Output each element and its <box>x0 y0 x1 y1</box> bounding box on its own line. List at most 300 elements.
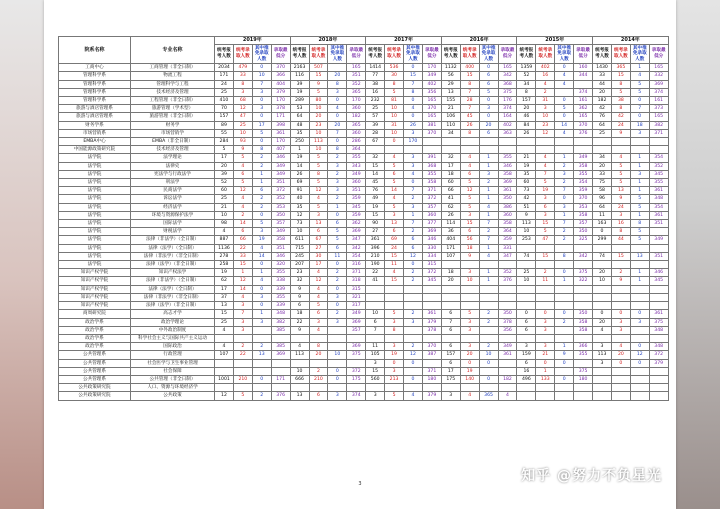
value-cell: 33 <box>593 72 612 80</box>
value-cell: 3 <box>252 228 271 236</box>
value-cell <box>574 138 593 146</box>
dept-cell: 法学院 <box>59 228 131 236</box>
table-row <box>59 367 669 375</box>
value-cell: 210 <box>233 375 252 383</box>
value-cell: 6 <box>517 359 536 367</box>
value-cell: 345 <box>422 277 441 285</box>
value-cell: 2 <box>233 343 252 351</box>
value-cell: 24 <box>385 244 404 252</box>
value-cell: 7 <box>441 318 460 326</box>
value-cell: 9 <box>290 293 309 301</box>
value-cell <box>611 244 630 252</box>
value-cell: 14 <box>233 285 252 293</box>
sub-column-header: 其中推免录取人数 <box>328 45 347 64</box>
value-cell <box>460 302 479 310</box>
value-cell: 75 <box>593 179 612 187</box>
sub-column-header: 录取最低分 <box>649 45 668 64</box>
value-cell: 4 <box>215 343 234 351</box>
value-cell: 7 <box>479 236 498 244</box>
value-cell: 25 <box>366 105 385 113</box>
value-cell: 1 <box>630 64 649 72</box>
value-cell: 355 <box>347 154 366 162</box>
value-cell: 347 <box>347 236 366 244</box>
value-cell: 5 <box>630 195 649 203</box>
value-cell: 10 <box>366 310 385 318</box>
value-cell <box>536 146 555 154</box>
value-cell: 14 <box>385 187 404 195</box>
value-cell: 1 <box>630 269 649 277</box>
value-cell: 4 <box>404 105 423 113</box>
value-cell <box>460 261 479 269</box>
value-cell <box>574 384 593 392</box>
dept-cell: 政治学系 <box>59 318 131 326</box>
value-cell: 14 <box>366 170 385 178</box>
value-cell <box>460 334 479 342</box>
value-cell: 7 <box>404 80 423 88</box>
value-cell: 8 <box>611 80 630 88</box>
value-cell: 369 <box>347 343 366 351</box>
value-cell: 2 <box>479 228 498 236</box>
value-cell: 3 <box>536 318 555 326</box>
value-cell: 157 <box>441 351 460 359</box>
value-cell: 351 <box>347 72 366 80</box>
value-cell: 374 <box>574 88 593 96</box>
value-cell: 12 <box>404 351 423 359</box>
value-cell: 114 <box>441 220 460 228</box>
value-cell: 2 <box>555 162 574 170</box>
value-cell: 8 <box>252 146 271 154</box>
value-cell <box>649 244 668 252</box>
value-cell: 4 <box>460 392 479 400</box>
value-cell: 0 <box>479 375 498 383</box>
table-row <box>59 310 669 318</box>
value-cell: 32 <box>441 154 460 162</box>
value-cell: 250 <box>290 138 309 146</box>
value-cell: 20 <box>309 113 328 121</box>
value-cell: 2 <box>252 203 271 211</box>
value-cell: 52 <box>215 179 234 187</box>
value-cell <box>479 146 498 154</box>
value-cell <box>498 285 517 293</box>
value-cell: 0 <box>630 359 649 367</box>
value-cell: 21 <box>536 351 555 359</box>
value-cell <box>555 367 574 375</box>
value-cell <box>555 293 574 301</box>
value-cell: 5 <box>385 162 404 170</box>
value-cell: 507 <box>309 64 328 72</box>
value-cell: 4 <box>233 195 252 203</box>
value-cell: 0 <box>328 302 347 310</box>
value-cell: 23 <box>290 269 309 277</box>
value-cell: 29 <box>441 80 460 88</box>
value-cell: 89 <box>215 121 234 129</box>
value-cell: 8 <box>385 326 404 334</box>
table-row <box>59 97 669 105</box>
value-cell <box>517 293 536 301</box>
value-cell: 9 <box>290 326 309 334</box>
value-cell: 15 <box>366 367 385 375</box>
value-cell: 1 <box>252 310 271 318</box>
value-cell: 359 <box>574 187 593 195</box>
value-cell: 5 <box>309 154 328 162</box>
sub-column-header: 录取最低分 <box>574 45 593 64</box>
value-cell: 371 <box>422 367 441 375</box>
value-cell: 0 <box>536 359 555 367</box>
value-cell <box>555 244 574 252</box>
value-cell: 60 <box>215 187 234 195</box>
value-cell <box>385 285 404 293</box>
value-cell: 371 <box>422 187 441 195</box>
value-cell: 0 <box>555 195 574 203</box>
value-cell: 361 <box>498 351 517 359</box>
value-cell: 410 <box>215 97 234 105</box>
value-cell: 20 <box>441 277 460 285</box>
value-cell: 76 <box>366 187 385 195</box>
table-row <box>59 179 669 187</box>
value-cell: 15 <box>536 220 555 228</box>
value-cell <box>328 326 347 334</box>
value-cell: 113 <box>593 351 612 359</box>
value-cell <box>574 334 593 342</box>
value-cell: 349 <box>422 72 441 80</box>
value-cell: 0 <box>479 64 498 72</box>
value-cell: 377 <box>422 220 441 228</box>
value-cell <box>536 244 555 252</box>
value-cell: 5 <box>309 179 328 187</box>
value-cell: 354 <box>574 179 593 187</box>
value-cell <box>271 384 290 392</box>
value-cell: 322 <box>574 277 593 285</box>
value-cell: 4 <box>233 293 252 301</box>
value-cell: 20 <box>460 351 479 359</box>
value-cell: 7 <box>630 105 649 113</box>
value-cell: 15 <box>366 162 385 170</box>
value-cell <box>649 285 668 293</box>
value-cell: 361 <box>498 187 517 195</box>
value-cell: 5 <box>309 88 328 96</box>
value-cell: 21 <box>517 154 536 162</box>
value-cell: 0 <box>517 310 536 318</box>
value-cell: 0 <box>404 261 423 269</box>
value-cell: 1 <box>630 187 649 195</box>
value-cell: 3 <box>479 105 498 113</box>
value-cell: 375 <box>574 269 593 277</box>
value-cell: 404 <box>271 80 290 88</box>
value-cell: 3 <box>555 203 574 211</box>
value-cell: 3 <box>630 170 649 178</box>
value-cell: 316 <box>347 261 366 269</box>
value-cell: 5 <box>555 105 574 113</box>
value-cell <box>649 146 668 154</box>
major-cell: 财务学 <box>131 121 215 129</box>
value-cell: 371 <box>347 269 366 277</box>
value-cell: 53 <box>290 105 309 113</box>
value-cell: 13 <box>252 351 271 359</box>
value-cell: 0 <box>252 64 271 72</box>
value-cell: 370 <box>574 195 593 203</box>
value-cell <box>649 228 668 236</box>
value-cell <box>593 261 612 269</box>
value-cell: 5 <box>611 88 630 96</box>
value-cell <box>479 334 498 342</box>
value-cell: 2034 <box>215 64 234 72</box>
dept-cell: 管理科学系 <box>59 97 131 105</box>
value-cell <box>649 293 668 301</box>
value-cell: 0 <box>555 359 574 367</box>
value-cell: 12 <box>536 129 555 137</box>
value-cell: 13 <box>630 252 649 260</box>
value-cell: 207 <box>290 261 309 269</box>
value-cell <box>233 359 252 367</box>
value-cell: 11 <box>328 252 347 260</box>
major-cell: EMBA（非全日制） <box>131 138 215 146</box>
value-cell: 0 <box>404 375 423 383</box>
value-cell: 2 <box>404 195 423 203</box>
value-cell: 8 <box>309 343 328 351</box>
table-header <box>59 37 669 64</box>
value-cell <box>649 375 668 383</box>
value-cell: 165 <box>422 97 441 105</box>
value-cell: 10 <box>290 367 309 375</box>
value-cell: 12 <box>233 105 252 113</box>
major-cell: 经济法学 <box>131 203 215 211</box>
value-cell <box>366 146 385 154</box>
value-cell <box>611 138 630 146</box>
value-cell <box>593 302 612 310</box>
major-cell: 法律（法学）（全日制） <box>131 285 215 293</box>
value-cell: 11 <box>366 343 385 351</box>
value-cell: 4 <box>555 72 574 80</box>
value-cell: 3 <box>404 154 423 162</box>
value-cell: 5 <box>328 236 347 244</box>
value-cell: 4 <box>611 154 630 162</box>
value-cell: 6 <box>460 228 479 236</box>
value-cell: 15 <box>611 72 630 80</box>
sub-column-header: 录取最低分 <box>422 45 441 64</box>
value-cell <box>611 334 630 342</box>
value-cell: 12 <box>233 187 252 195</box>
value-cell: 1 <box>479 269 498 277</box>
value-cell: 5 <box>252 129 271 137</box>
value-cell: 106 <box>441 113 460 121</box>
value-cell: 5 <box>460 310 479 318</box>
value-cell: 2 <box>479 179 498 187</box>
value-cell <box>630 244 649 252</box>
value-cell: 19 <box>536 187 555 195</box>
value-cell: 372 <box>347 367 366 375</box>
value-cell: 0 <box>252 375 271 383</box>
table-row <box>59 351 669 359</box>
value-cell: 349 <box>347 170 366 178</box>
value-cell: 339 <box>271 285 290 293</box>
value-cell: 370 <box>574 121 593 129</box>
value-cell: 5 <box>536 228 555 236</box>
value-cell: 26 <box>404 121 423 129</box>
value-cell: 15 <box>366 211 385 219</box>
value-cell <box>611 302 630 310</box>
value-cell: 1 <box>479 187 498 195</box>
value-cell: 11 <box>385 261 404 269</box>
value-cell: 5 <box>611 162 630 170</box>
value-cell: 3 <box>404 203 423 211</box>
value-cell: 3 <box>366 359 385 367</box>
value-cell: 28 <box>366 129 385 137</box>
value-cell: 10 <box>385 113 404 121</box>
value-cell: 365 <box>347 121 366 129</box>
value-cell: 3 <box>328 187 347 195</box>
value-cell <box>215 359 234 367</box>
value-cell: 56 <box>460 236 479 244</box>
value-cell <box>422 146 441 154</box>
value-cell <box>309 334 328 342</box>
value-cell: 357 <box>271 220 290 228</box>
value-cell: 19 <box>385 351 404 359</box>
value-cell <box>290 384 309 392</box>
year-header: 2014年 <box>593 37 669 45</box>
value-cell <box>441 146 460 154</box>
value-cell <box>536 293 555 301</box>
value-cell <box>593 384 612 392</box>
value-cell: 332 <box>649 72 668 80</box>
value-cell <box>404 334 423 342</box>
value-cell <box>404 367 423 375</box>
value-cell: 170 <box>347 97 366 105</box>
value-cell: 6 <box>233 228 252 236</box>
value-cell: 346 <box>271 252 290 260</box>
value-cell: 2 <box>555 228 574 236</box>
value-cell <box>498 293 517 301</box>
value-cell: 14 <box>290 162 309 170</box>
value-cell <box>328 359 347 367</box>
value-cell: 6 <box>328 244 347 252</box>
value-cell: 25 <box>593 129 612 137</box>
value-cell <box>479 261 498 269</box>
table-row <box>59 154 669 162</box>
value-cell: 358 <box>574 318 593 326</box>
value-cell: 91 <box>290 187 309 195</box>
major-cell: 工程管理（非全日制） <box>131 97 215 105</box>
value-cell: 1 <box>536 367 555 375</box>
table-body <box>59 64 669 400</box>
dept-cell: 法学院 <box>59 261 131 269</box>
value-cell: 3 <box>328 179 347 187</box>
value-cell: 0 <box>555 310 574 318</box>
value-cell: 0 <box>252 211 271 219</box>
table-row <box>59 203 669 211</box>
value-cell: 15 <box>233 261 252 269</box>
value-cell: 9 <box>460 252 479 260</box>
value-cell <box>441 334 460 342</box>
value-cell: 20 <box>328 121 347 129</box>
value-cell <box>517 138 536 146</box>
value-cell: 2 <box>252 154 271 162</box>
value-cell: 41 <box>366 277 385 285</box>
dept-cell: 法学院 <box>59 154 131 162</box>
value-cell: 1 <box>630 154 649 162</box>
value-cell: 4 <box>536 162 555 170</box>
value-cell: 0 <box>536 310 555 318</box>
sub-column-header: 统考报考人数 <box>290 45 309 64</box>
value-cell: 351 <box>347 187 366 195</box>
value-cell: 6 <box>517 318 536 326</box>
value-cell <box>498 334 517 342</box>
value-cell: 0 <box>630 113 649 121</box>
value-cell: 39 <box>366 121 385 129</box>
value-cell <box>441 384 460 392</box>
value-cell <box>630 293 649 301</box>
value-cell: 113 <box>309 138 328 146</box>
value-cell: 44 <box>593 80 612 88</box>
value-cell: 8 <box>385 80 404 88</box>
value-cell: 4 <box>233 203 252 211</box>
value-cell <box>649 367 668 375</box>
value-cell: 3 <box>252 318 271 326</box>
value-cell <box>536 384 555 392</box>
value-cell <box>404 326 423 334</box>
value-cell: 19 <box>252 236 271 244</box>
value-cell: 18 <box>460 244 479 252</box>
value-cell: 20 <box>309 351 328 359</box>
value-cell <box>498 384 517 392</box>
major-cell: 公共管理（非全日制） <box>131 375 215 383</box>
value-cell: 17 <box>215 285 234 293</box>
value-cell: 6 <box>252 187 271 195</box>
value-cell: 28 <box>460 97 479 105</box>
value-cell: 1 <box>630 277 649 285</box>
value-cell <box>536 261 555 269</box>
year-header: 2018年 <box>290 37 366 45</box>
value-cell <box>385 302 404 310</box>
value-cell <box>574 146 593 154</box>
value-cell <box>328 343 347 351</box>
value-cell: 5 <box>630 228 649 236</box>
value-cell: 6 <box>309 310 328 318</box>
value-cell: 62 <box>215 277 234 285</box>
value-cell: 3 <box>611 211 630 219</box>
value-cell <box>460 384 479 392</box>
value-cell: 5 <box>309 162 328 170</box>
value-cell: 20 <box>611 351 630 359</box>
major-cell: 科学社会主义与国际共产主义运动 <box>131 334 215 342</box>
sub-column-header: 录取最低分 <box>347 45 366 64</box>
value-cell: 1 <box>479 277 498 285</box>
value-cell: 165 <box>498 64 517 72</box>
value-cell: 402 <box>498 121 517 129</box>
value-cell: 69 <box>385 236 404 244</box>
value-cell: 355 <box>649 179 668 187</box>
value-cell <box>385 334 404 342</box>
value-cell: 6 <box>441 359 460 367</box>
value-cell: 116 <box>290 72 309 80</box>
value-cell: 1 <box>328 203 347 211</box>
value-cell: 2 <box>536 269 555 277</box>
value-cell: 13 <box>385 220 404 228</box>
value-cell: 318 <box>347 277 366 285</box>
value-cell: 0 <box>328 211 347 219</box>
value-cell: 46 <box>517 113 536 121</box>
value-cell <box>385 384 404 392</box>
value-cell: 9 <box>517 211 536 219</box>
value-cell: 62 <box>441 203 460 211</box>
value-cell: 3 <box>611 326 630 334</box>
value-cell <box>252 367 271 375</box>
value-cell: 3 <box>536 105 555 113</box>
value-cell: 365 <box>347 88 366 96</box>
value-cell: 9 <box>611 129 630 137</box>
value-cell: 15 <box>215 310 234 318</box>
value-cell: 352 <box>498 269 517 277</box>
value-cell: 19 <box>215 269 234 277</box>
